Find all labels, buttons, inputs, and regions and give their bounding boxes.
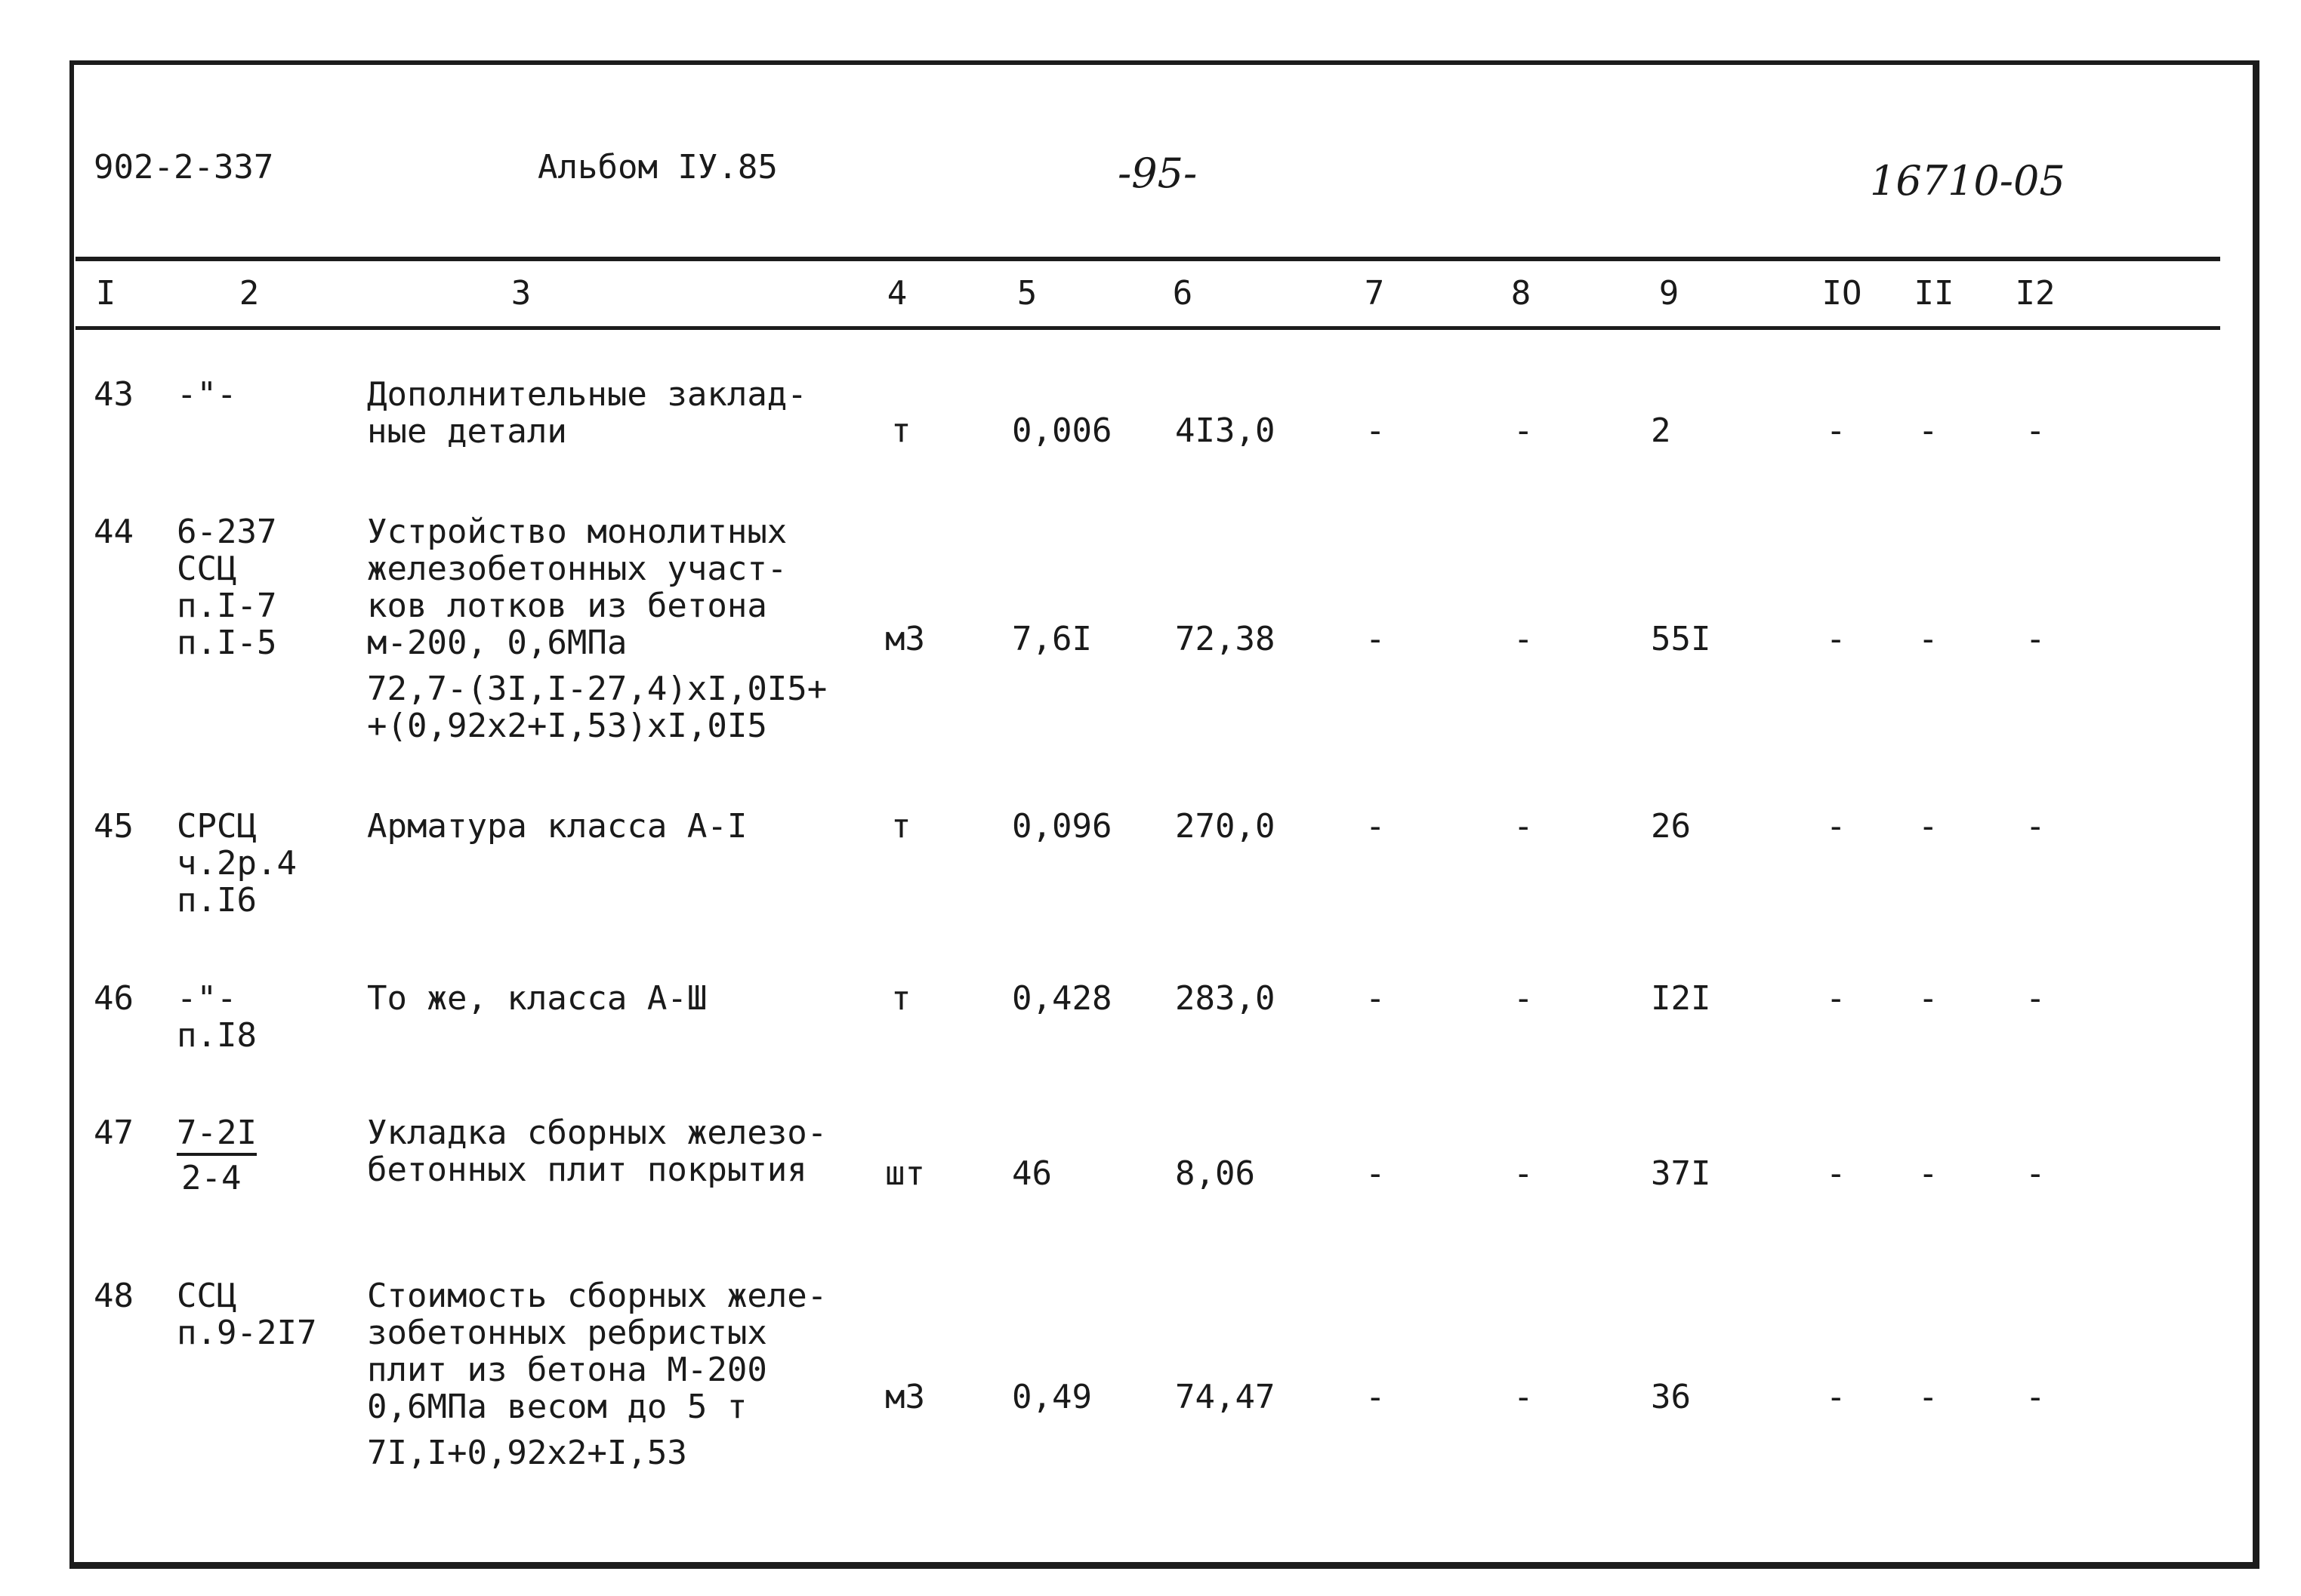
page-number: -95-: [1118, 149, 1198, 197]
row-description-line: бетонных плит покрытия: [367, 1151, 807, 1189]
row-unit-price: 4I3,0: [1175, 411, 1275, 450]
row-col7: -: [1365, 1154, 1386, 1193]
row-code-line: п.I6: [177, 881, 257, 920]
row-col11: -: [1918, 1378, 1939, 1416]
row-col10: -: [1826, 807, 1846, 846]
row-description-line: Устройство монолитных: [367, 513, 788, 551]
row-unit-price: 8,06: [1175, 1154, 1255, 1193]
column-header: 6: [1172, 274, 1193, 313]
row-description-line: Укладка сборных железо-: [367, 1114, 828, 1152]
row-number: 43: [94, 375, 134, 414]
row-col7: -: [1365, 411, 1386, 450]
row-quantity: 46: [1012, 1154, 1052, 1193]
row-total: I2I: [1651, 979, 1711, 1018]
row-description-line: плит из бетона М-200: [367, 1351, 767, 1389]
row-total: 37I: [1651, 1154, 1711, 1193]
column-header: 9: [1658, 274, 1679, 313]
row-code-line: 6-237: [177, 513, 277, 551]
row-description-line: То же, класса А-Ш: [367, 979, 708, 1018]
row-number: 44: [94, 513, 134, 551]
row-col10: -: [1826, 979, 1846, 1018]
row-total: 2: [1651, 411, 1671, 450]
row-col11: -: [1918, 979, 1939, 1018]
row-col10: -: [1826, 1154, 1846, 1193]
row-quantity: 0,096: [1012, 807, 1112, 846]
row-col8: -: [1513, 807, 1534, 846]
row-col8: -: [1513, 411, 1534, 450]
row-col8: -: [1513, 620, 1534, 658]
row-col7: -: [1365, 620, 1386, 658]
row-col10: -: [1826, 1378, 1846, 1416]
row-formula-line: 72,7-(3I,I-27,4)xI,0I5+: [367, 670, 828, 708]
row-formula-line: +(0,92x2+I,53)xI,0I5: [367, 707, 767, 745]
row-col10: -: [1826, 411, 1846, 450]
row-code-line: п.I-5: [177, 624, 277, 662]
row-col10: -: [1826, 620, 1846, 658]
row-col12: -: [2025, 807, 2046, 846]
row-col8: -: [1513, 979, 1534, 1018]
row-code-line: п.I8: [177, 1016, 257, 1055]
row-unit: м3: [885, 620, 925, 658]
row-col7: -: [1365, 807, 1386, 846]
row-col12: -: [2025, 1378, 2046, 1416]
row-col12: -: [2025, 411, 2046, 450]
row-unit-price: 72,38: [1175, 620, 1275, 658]
row-description-line: Дополнительные заклад-: [367, 375, 807, 414]
row-unit: т: [891, 411, 911, 450]
row-description-line: железобетонных участ-: [367, 550, 788, 588]
row-col11: -: [1918, 620, 1939, 658]
row-quantity: 7,6I: [1012, 620, 1092, 658]
row-description-line: Стоимость сборных желе-: [367, 1277, 828, 1315]
column-header: 3: [510, 274, 532, 313]
column-header: 2: [239, 274, 260, 313]
row-number: 48: [94, 1277, 134, 1315]
row-description-line: зобетонных ребристых: [367, 1314, 767, 1352]
row-col11: -: [1918, 1154, 1939, 1193]
row-code-line: ССЦ: [177, 1277, 237, 1315]
row-code-fraction: 7-2I: [177, 1114, 257, 1156]
row-col12: -: [2025, 1154, 2046, 1193]
row-col11: -: [1918, 807, 1939, 846]
row-code-line: СРСЦ: [177, 807, 257, 846]
row-unit: т: [891, 807, 911, 846]
row-unit-price: 74,47: [1175, 1378, 1275, 1416]
row-unit: м3: [885, 1378, 925, 1416]
row-unit-price: 283,0: [1175, 979, 1275, 1018]
column-header: I: [95, 274, 116, 313]
header-rule-bottom: [76, 326, 2220, 330]
row-col12: -: [2025, 979, 2046, 1018]
row-col11: -: [1918, 411, 1939, 450]
row-description-line: 0,6МПа весом до 5 т: [367, 1388, 748, 1426]
row-code-line: ч.2р.4: [177, 844, 297, 883]
row-code-numerator: [177, 1114, 257, 1156]
row-col12: -: [2025, 620, 2046, 658]
row-description-line: Арматура класса А-I: [367, 807, 748, 846]
row-col7: -: [1365, 1378, 1386, 1416]
doc-code: 902-2-337: [94, 148, 274, 186]
row-unit: шт: [885, 1154, 925, 1193]
row-code-line: -"-: [177, 979, 237, 1018]
row-col7: -: [1365, 979, 1386, 1018]
row-total: 36: [1651, 1378, 1691, 1416]
column-header: I2: [2015, 274, 2056, 313]
column-header: II: [1914, 274, 1954, 313]
row-code-line: п.9-2I7: [177, 1314, 317, 1352]
row-quantity: 0,428: [1012, 979, 1112, 1018]
row-code-denominator: 2-4: [181, 1159, 242, 1197]
header-rule-top: [76, 257, 2220, 261]
row-unit-price: 270,0: [1175, 807, 1275, 846]
row-total: 55I: [1651, 620, 1711, 658]
row-unit: т: [891, 979, 911, 1018]
column-header: IO: [1821, 274, 1862, 313]
row-number: 46: [94, 979, 134, 1018]
album-title: Альбом IУ.85: [538, 148, 778, 186]
column-header: 8: [1510, 274, 1531, 313]
row-quantity: 0,006: [1012, 411, 1112, 450]
row-number: 47: [94, 1114, 134, 1152]
row-description-line: ные детали: [367, 412, 567, 451]
registration-number: 16710-05: [1870, 157, 2065, 205]
row-description-line: ков лотков из бетона: [367, 587, 767, 625]
row-formula-line: 7I,I+0,92x2+I,53: [367, 1434, 687, 1472]
row-code-line: ССЦ: [177, 550, 237, 588]
column-header: 5: [1016, 274, 1038, 313]
row-number: 45: [94, 807, 134, 846]
row-col8: -: [1513, 1378, 1534, 1416]
row-total: 26: [1651, 807, 1691, 846]
row-col8: -: [1513, 1154, 1534, 1193]
row-code-line: п.I-7: [177, 587, 277, 625]
column-header: 4: [887, 274, 908, 313]
column-header: 7: [1364, 274, 1385, 313]
row-description-line: м-200, 0,6МПа: [367, 624, 628, 662]
row-code-line: -"-: [177, 375, 237, 414]
row-quantity: 0,49: [1012, 1378, 1092, 1416]
